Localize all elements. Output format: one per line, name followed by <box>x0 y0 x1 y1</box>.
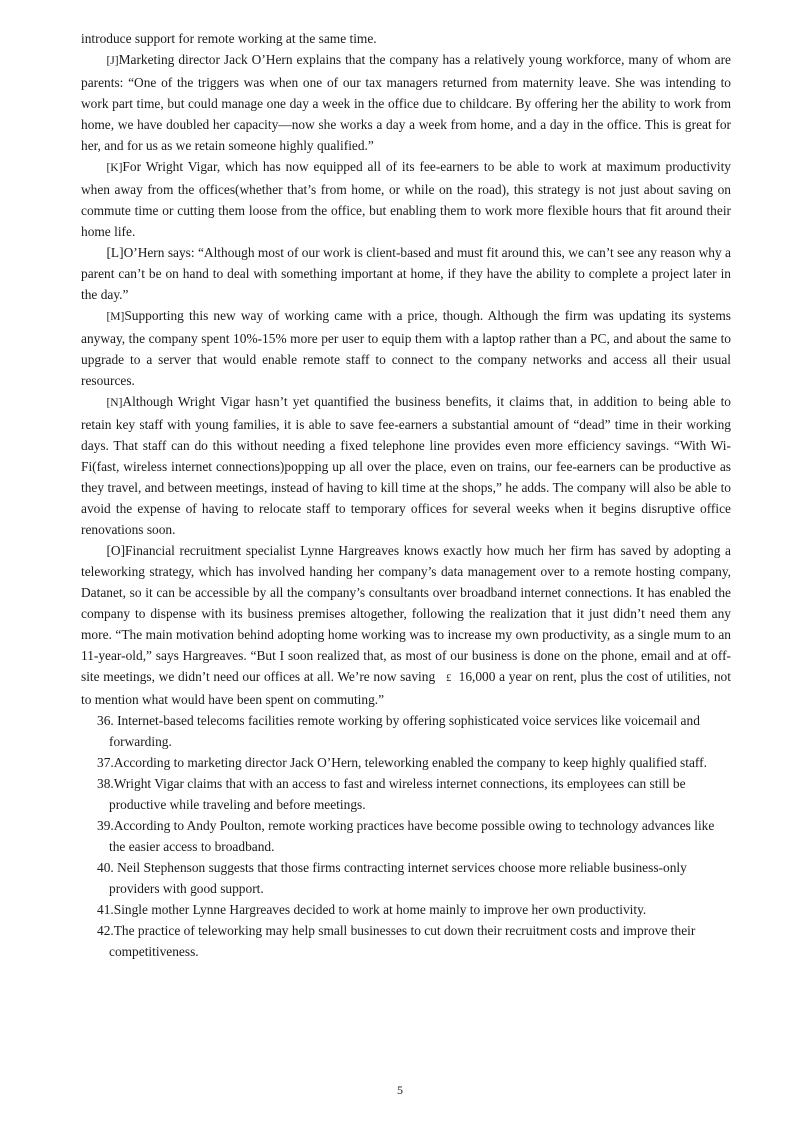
question-number: 37. <box>97 755 114 770</box>
intro-line: introduce support for remote working at the same time. <box>81 31 377 46</box>
page-number: 5 <box>397 1083 403 1097</box>
question-number: 39. <box>97 818 114 833</box>
paragraph-k <box>81 156 731 242</box>
paragraph-text: Marketing director Jack O’Hern explains that the company has a relatively young workforce, many of whom are parents: “One of the triggers was when one of our tax managers returned from maternity leave. She was intending to work part time, but could manage one day a week in the office due to childcare. By offering her the ability to work from home, we have doubled her capacity—now she works a day a week from home, and a day in the office. This is great for her, and for us as we retain someone highly qualified.” <box>81 52 731 153</box>
paragraph-label: [O] <box>106 543 126 558</box>
question-item <box>81 752 731 773</box>
question-text: Neil Stephenson suggests that those firms contracting internet services choose more reliable business-only providers with good support. <box>109 860 687 896</box>
paragraph-text: Supporting this new way of working came with a price, though. Although the firm was updating its systems anyway, the company spent 10%-15% more per user to equip them with a laptop rather than a PC, and about the same to upgrade to a server that would enable remote staff to connect to the company networks and access all their usual resources. <box>81 308 731 388</box>
paragraph-text: a year on rent, plus the cost of utilities, not to mention what would have been spent on commuting.” <box>81 669 731 707</box>
question-number: 41. <box>97 902 114 917</box>
question-list <box>81 710 731 962</box>
question-item <box>81 920 731 962</box>
question-text: Internet-based telecoms facilities remote working by offering sophisticated voice services like voicemail and forwarding. <box>109 713 700 749</box>
question-text: The practice of teleworking may help small businesses to cut down their recruitment costs and improve their competitiveness. <box>109 923 696 959</box>
paragraph-text: O’Hern says: “Although most of our work is client-based and must fit around this, we can’t see any reason why a parent can’t be on hand to deal with something important at home, if they have the ability to complete a project later in the day.” <box>81 245 731 302</box>
question-item <box>81 815 731 857</box>
question-text: According to marketing director Jack O’Hern, teleworking enabled the company to keep highly qualified staff. <box>113 755 707 770</box>
question-item <box>81 773 731 815</box>
paragraph-n <box>81 391 731 540</box>
document-page <box>81 28 731 962</box>
question-text: According to Andy Poulton, remote working practices have become possible owing to technology advances like the easier access to broadband. <box>109 818 715 854</box>
paragraph-l <box>81 242 731 305</box>
paragraph-label: [J] <box>106 55 119 67</box>
question-text: Single mother Lynne Hargreaves decided to work at home mainly to improve her own productivity. <box>113 902 647 917</box>
savings-amount: 16,000 <box>458 669 496 684</box>
paragraph-label: [L] <box>106 245 124 260</box>
paragraph-m <box>81 305 731 391</box>
question-item <box>81 899 731 920</box>
paragraph-o <box>81 540 731 710</box>
question-number: 42. <box>97 923 114 938</box>
paragraph-label: [N] <box>106 397 123 409</box>
paragraph-text: For Wright Vigar, which has now equipped all of its fee-earners to be able to work at maximum productivity when away from the offices(whether that’s from home, or while on the road), this strategy is not just about saving on commute time or cutting them loose from the office, but enabling them to work more flexible hours that fit around their home life. <box>81 159 731 239</box>
question-number: 36. <box>97 713 114 728</box>
question-item <box>81 857 731 899</box>
paragraph-label: [M] <box>106 311 125 323</box>
question-text: Wright Vigar claims that with an access to fast and wireless internet connections, its employees can still be productive while traveling and before meetings. <box>109 776 686 812</box>
question-item <box>81 710 731 752</box>
question-number: 40. <box>97 860 114 875</box>
paragraph-text: Financial recruitment specialist Lynne Hargreaves knows exactly how much her firm has saved by adopting a teleworking strategy, which has involved handing her company’s data management over to a remote hosting company, Datanet, so it can be accessible by all the company’s consultants over broadband internet connections. It has enabled the company to dispense with its business premises altogether, following the realization that it just didn’t need them any more. “The main motivation behind adopting home working was to increase my own productivity, as a single mum to an 11-year-old,” says Hargreaves. “But I soon realized that, as most of our business is done on the phone, email and at off-site meetings, we didn’t need our offices at all. We’re now saving <box>81 543 731 684</box>
currency-symbol: £ <box>446 673 452 684</box>
paragraph-label: [K] <box>106 162 123 174</box>
question-number: 38. <box>97 776 114 791</box>
paragraph-j <box>81 49 731 156</box>
paragraph-text: Although Wright Vigar hasn’t yet quantified the business benefits, it claims that, in addition to being able to retain key staff with young families, it is able to save fee-earners a substantial amount of “dead” time in their working days. That staff can do this without needing a fixed telephone line provides even more efficiency savings. “With Wi-Fi(fast, wireless internet connections)popping up all over the place, even on trains, our fee-earners can be productive as they travel, and between meetings, instead of having to kill time at the shops,” he adds. The company will also be able to avoid the expense of having to relocate staff to temporary offices for several weeks when it begins disruptive office renovations soon. <box>81 394 731 537</box>
